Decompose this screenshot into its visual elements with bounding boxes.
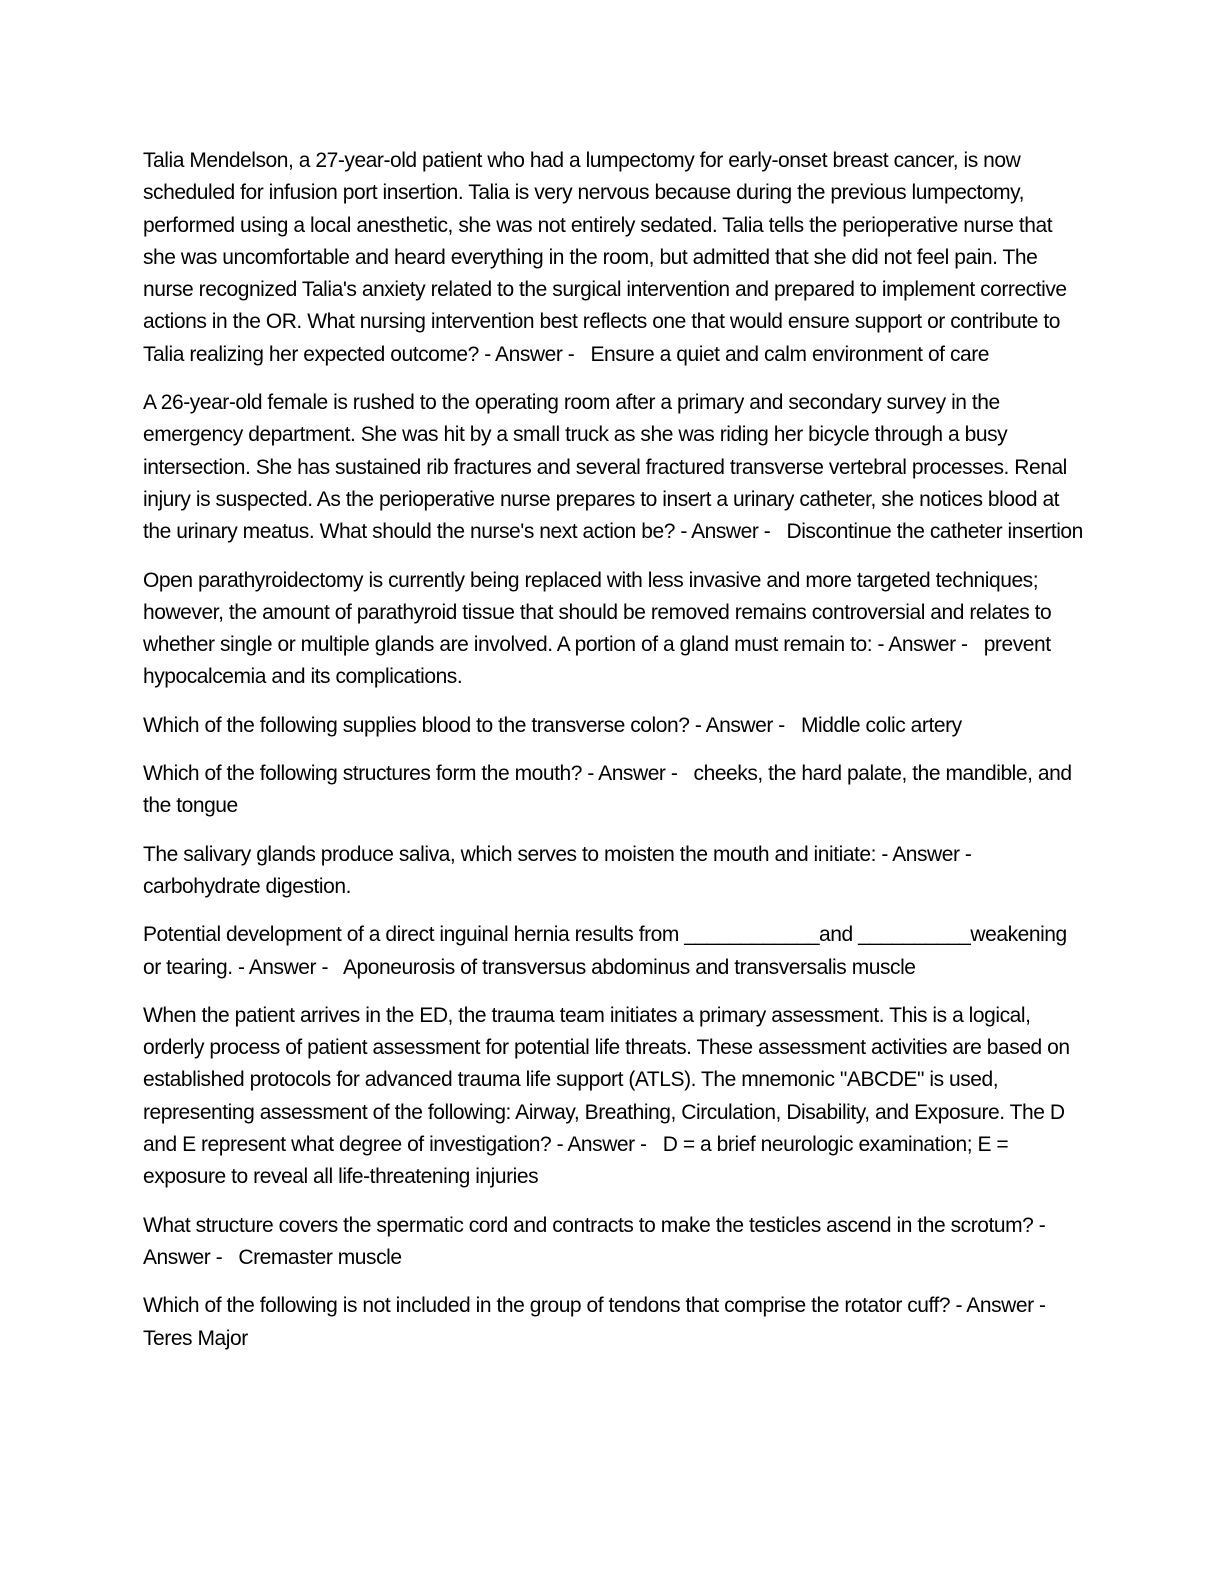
qa-paragraph-mouth-structures: Which of the following structures form the mouth? - Answer - cheeks, the hard palate, the mandible, and the tongue [143,762,1077,818]
qa-paragraph-urinary-catheter: A 26-year-old female is rushed to the operating room after a primary and secondary survey in the emergency department. She was hit by a small truck as she was riding her bicycle through a busy intersection. She has sustained rib fractures and several fractured transverse vertebral processes. Renal injury is suspected. As the perioperative nurse prepares to insert a urinary catheter, she notices blood at the urinary meatus. What should the nurse's next action be? - Answer - Discontinue the catheter insertion [143,391,1083,544]
qa-paragraph-cremaster-muscle: What structure covers the spermatic cord and contracts to make the testicles ascend in the scrotum? - Answer - Cremaster muscle [143,1213,1050,1269]
qa-paragraph-inguinal-hernia: Potential development of a direct inguinal hernia results from ____________and __________weakening or tearing. - Answer - Aponeurosis of transversus abdominus and transversalis muscle [143,923,1073,979]
qa-paragraph-transverse-colon: Which of the following supplies blood to the transverse colon? - Answer - Middle colic artery [143,713,962,737]
qa-paragraph-salivary-glands: The salivary glands produce saliva, which serves to moisten the mouth and initiate: - Answer - carbohydrate digestion. [143,842,977,898]
qa-paragraph-rotator-cuff: Which of the following is not included in the group of tendons that comprise the rotator cuff? - Answer - Teres Major [143,1294,1051,1350]
qa-paragraph-talia-lumpectomy: Talia Mendelson, a 27-year-old patient who had a lumpectomy for early-onset breast cancer, is now scheduled for infusion port insertion. Talia is very nervous because during the previous lumpectomy, performed using a local anesthetic, she was not entirely sedated. Talia tells the perioperative nurse that she was uncomfortable and heard everything in the room, but admitted that she did not feel pain. The nurse recognized Talia's anxiety related to the surgical intervention and prepared to implement corrective actions in the OR. What nursing intervention best reflects one that would ensure support or contribute to Talia realizing her expected outcome? - Answer - Ensure a quiet and calm environment of care [143,149,1073,366]
qa-paragraph-parathyroidectomy: Open parathyroidectomy is currently being replaced with less invasive and more targeted techniques; however, the amount of parathyroid tissue that should be removed remains controversial and relates to whether single or multiple glands are involved. A portion of a gland must remain to: - Answer - prevent hypocalcemia and its complications. [143,568,1057,689]
qa-paragraph-atls-abcde: When the patient arrives in the ED, the trauma team initiates a primary assessment. This is a logical, orderly process of patient assessment for potential life threats. These assessment activities are based on established protocols for advanced trauma life support (ATLS). The mnemonic "ABCDE" is used, representing assessment of the following: Airway, Breathing, Circulation, Disability, and Exposure. The D and E represent what degree of investigation? - Answer - D = a brief neurologic examination; E = exposure to reveal all life-threatening injuries [143,1003,1075,1189]
